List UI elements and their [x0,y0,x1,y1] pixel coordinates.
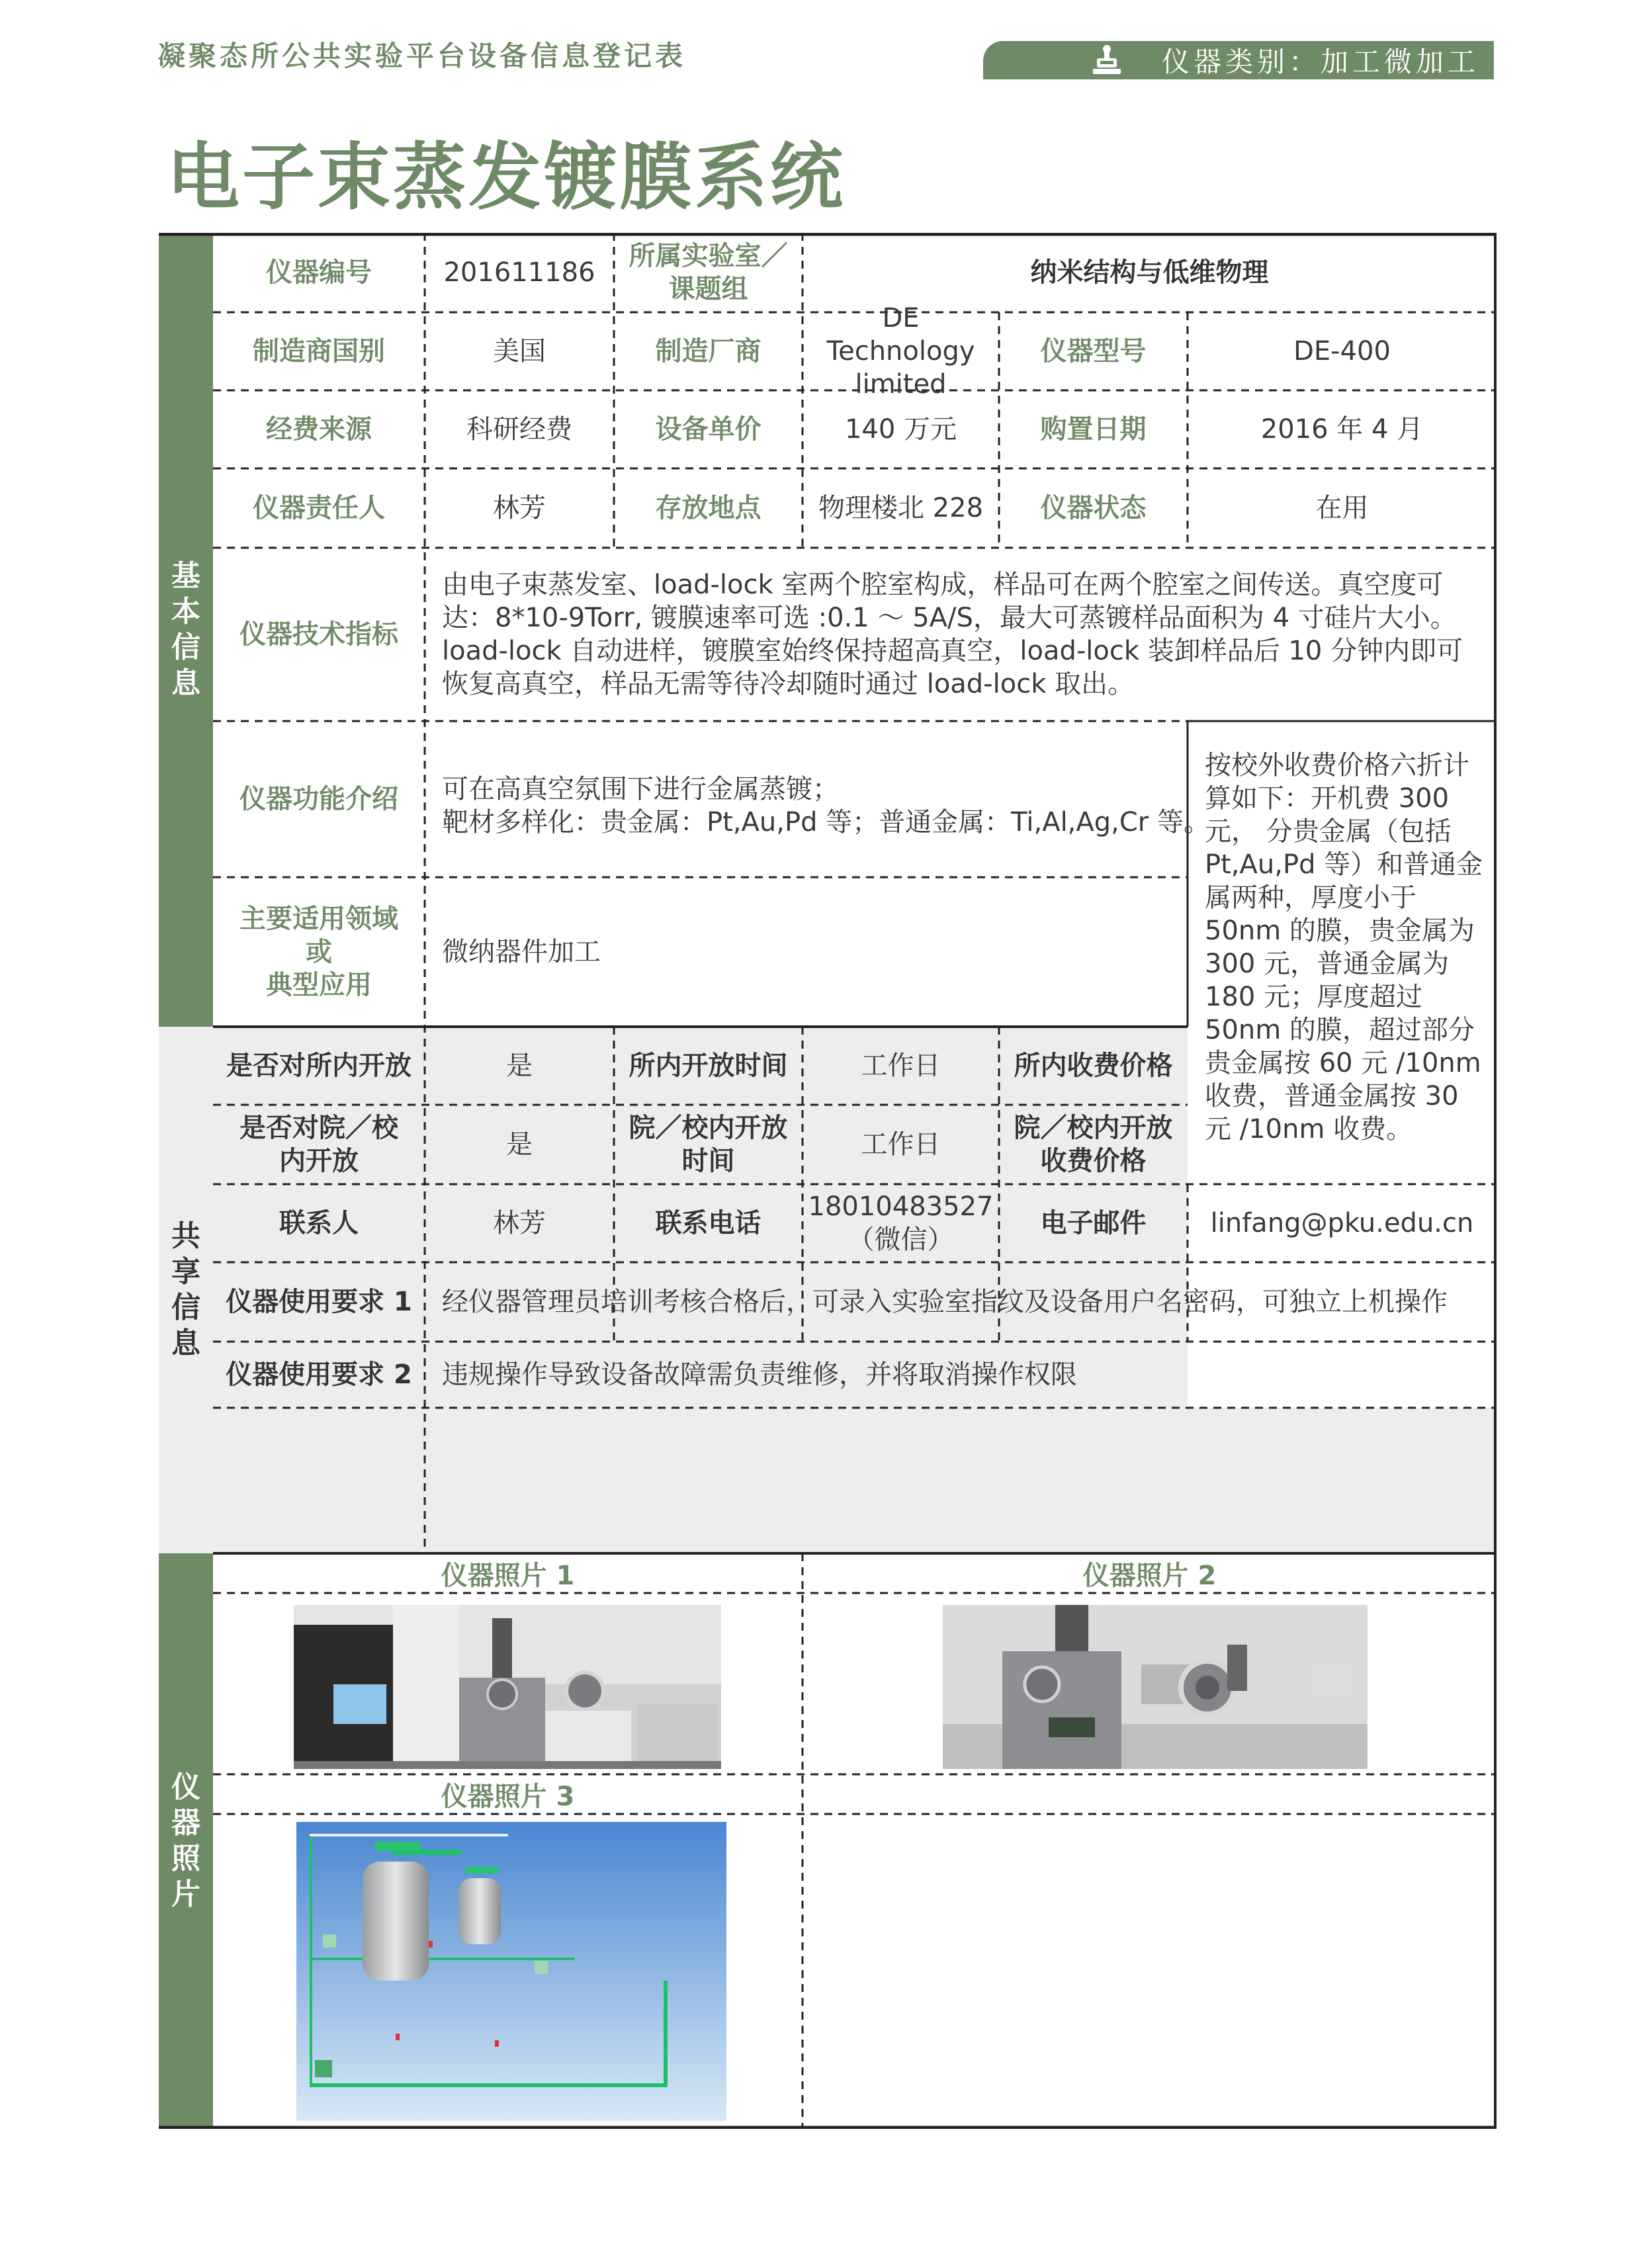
value-unit-price: 140 万元 [844,414,957,445]
label-owner: 仪器责任人 [253,493,385,523]
value-email: linfang@pku.edu.cn [1210,1208,1474,1238]
value-application: 微纳器件加工 [442,937,601,967]
value-phone: 18010483527（微信） [808,1191,994,1255]
section-photos: 仪器照片 [171,1770,200,1911]
label-status: 仪器状态 [1040,493,1147,523]
photo-3-label: 仪器照片 3 [441,1781,575,1812]
label-lab: 所属实验室／课题组 [629,241,788,304]
category-tab [983,41,1494,79]
value-open-university: 是 [506,1129,533,1160]
photo-1-label: 仪器照片 1 [441,1560,575,1591]
section-share-info: 共享信息 [171,1219,200,1360]
label-country: 制造商国别 [253,336,385,366]
value-instrument-id: 201611186 [443,257,595,288]
label-requirement-2: 仪器使用要求 2 [226,1359,412,1390]
label-email: 电子邮件 [1040,1208,1147,1238]
value-model: DE-400 [1293,336,1391,366]
label-open-university-time: 院／校内开放时间 [629,1113,788,1176]
label-instrument-id: 仪器编号 [266,257,372,288]
value-manufacturer: DE Technology limited [826,303,975,400]
label-application: 主要适用领域 或 典型应用 [239,904,398,1000]
label-university-fee: 院／校内开放收费价格 [1014,1113,1173,1176]
value-status: 在用 [1315,493,1369,523]
label-open-university: 是否对院／校内开放 [239,1113,398,1176]
label-manufacturer: 制造厂商 [655,336,761,366]
value-open-internal: 是 [506,1051,533,1081]
label-phone: 联系电话 [655,1208,761,1238]
value-open-internal-time: 工作日 [861,1051,941,1081]
value-funding: 科研经费 [466,414,572,445]
label-requirement-1: 仪器使用要求 1 [226,1287,412,1317]
info-table [159,233,1497,2129]
label-funding: 经费来源 [266,414,372,445]
label-open-internal: 是否对所内开放 [226,1051,412,1081]
category-label: 仪器类别：加工微加工 [1162,46,1480,78]
instrument-photo-2 [943,1605,1368,1769]
value-requirement-2: 违规操作导致设备故障需负责维修，并将取消操作权限 [442,1359,1077,1390]
label-location: 存放地点 [655,493,761,523]
page-title: 电子束蒸发镀膜系统 [167,135,846,220]
value-open-university-time: 工作日 [861,1129,941,1160]
label-open-internal-time: 所内开放时间 [629,1051,788,1081]
microscope-icon [1089,44,1125,77]
value-requirement-1: 经仪器管理员培训考核合格后，可录入实验室指纹及设备用户名密码，可独立上机操作 [442,1287,1448,1317]
value-contact: 林芳 [493,1208,546,1238]
label-unit-price: 设备单价 [655,414,761,445]
label-tech-specs: 仪器技术指标 [239,619,398,650]
value-function [425,721,1210,877]
label-contact: 联系人 [279,1208,359,1238]
value-tech-specs: 由电子束蒸发室、load-lock 室两个腔室构成，样品可在两个腔室之间传送。真空度可达：8*10-9Torr, 镀膜速率可选 :0.1 ～ 5A/S，最大可蒸镀样品面积为 4 寸硅片大小。load-lock 自动进样，镀膜室始终保持超高真空，load-lock 装卸样品后 10 分钟内即可恢复高真空，样品无需等待冷却随时通过 load-lock 取出。 [442,570,1463,699]
function-line-1: 可在高真空氛围下进行金属蒸镀； [442,774,839,804]
label-purchase-date: 购置日期 [1040,414,1147,445]
value-country: 美国 [493,336,546,366]
value-purchase-date: 2016 年 4 月 [1260,414,1424,445]
label-function: 仪器功能介绍 [239,784,398,814]
label-model: 仪器型号 [1040,336,1147,366]
fee-note: 按校外收费价格六折计算如下：开机费 300 元， 分贵金属（包括 Pt,Au,Pd 等）和普通金属两种，厚度小于 50nm 的膜，贵金属为 300 元，普通金属为 180 元；厚度超过 50nm 的膜，超过部分贵金属按 60 元 /10nm 收费，普通金属按 30 元 /10nm 收费。 [1205,750,1483,1144]
function-line-2: 靶材多样化：贵金属：Pt,Au,Pd 等；普通金属：Ti,Al,Ag,Cr 等。 [442,807,1210,838]
section-basic-info: 基本信息 [171,559,200,700]
value-lab: 纳米结构与低维物理 [1030,257,1269,288]
instrument-photo-1 [294,1605,721,1769]
photo-2-label: 仪器照片 2 [1082,1560,1217,1591]
label-internal-fee: 所内收费价格 [1014,1051,1173,1081]
instrument-photo-3 [296,1822,726,2121]
value-owner: 林芳 [493,493,546,523]
value-location: 物理楼北 228 [818,493,984,523]
document-title: 凝聚态所公共实验平台设备信息登记表 [157,40,687,72]
